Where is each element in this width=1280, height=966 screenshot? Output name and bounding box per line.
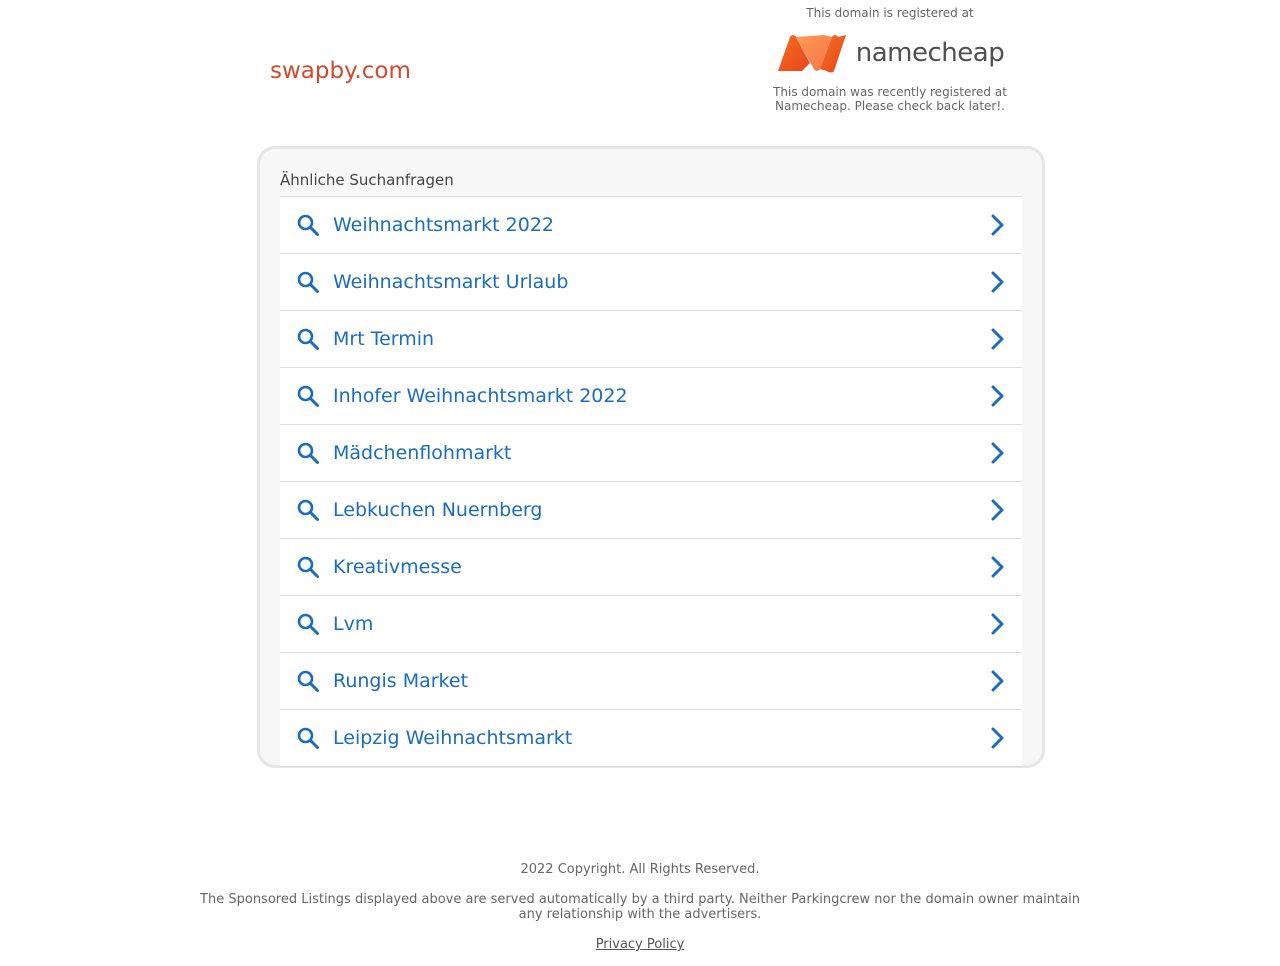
related-search-item-9[interactable] (280, 653, 1022, 710)
chevron-right-icon (990, 670, 1004, 692)
related-search-item-8[interactable] (280, 596, 1022, 653)
related-search-item-2[interactable] (280, 254, 1022, 311)
search-icon (296, 726, 320, 750)
related-search-label: Weihnachtsmarkt 2022 (333, 214, 555, 236)
chevron-right-icon (990, 385, 1004, 407)
chevron-right-icon (990, 613, 1004, 635)
related-search-item-10[interactable] (280, 710, 1022, 767)
registrar-panel (760, 0, 1020, 113)
chevron-right-icon (990, 556, 1004, 578)
search-icon (296, 612, 320, 636)
related-search-label: Mrt Termin (333, 328, 435, 350)
recently-registered-text: This domain was recently registered at Namecheap. Please check back later!. (773, 85, 1007, 113)
privacy-policy-link[interactable]: Privacy Policy (595, 937, 685, 952)
related-search-item-4[interactable] (280, 368, 1022, 425)
search-icon (296, 555, 320, 579)
search-icon (296, 213, 320, 237)
chevron-right-icon (990, 442, 1004, 464)
related-search-item-7[interactable] (280, 539, 1022, 596)
search-icon (296, 384, 320, 408)
chevron-right-icon (990, 727, 1004, 749)
related-search-label: Mädchenflohmarkt (333, 442, 512, 464)
related-search-label: Leipzig Weihnachtsmarkt (333, 727, 573, 749)
related-search-label: Inhofer Weihnachtsmarkt 2022 (333, 385, 628, 407)
namecheap-wordmark: namecheap (855, 38, 1005, 68)
related-searches-heading: Ähnliche Suchanfragen (280, 171, 454, 189)
footer (0, 862, 1280, 953)
search-icon (296, 327, 320, 351)
search-icon (296, 270, 320, 294)
related-search-item-3[interactable] (280, 311, 1022, 368)
domain-name[interactable]: swapby.com (270, 58, 411, 84)
related-search-item-5[interactable] (280, 425, 1022, 482)
chevron-right-icon (990, 328, 1004, 350)
related-search-label: Lvm (333, 613, 374, 635)
chevron-right-icon (990, 214, 1004, 236)
related-search-label: Kreativmesse (333, 556, 462, 578)
related-search-item-6[interactable] (280, 482, 1022, 539)
search-icon (296, 498, 320, 522)
disclaimer-text: The Sponsored Listings displayed above are served automatically by a third party. Neither Parkingcrew nor the domain owner maintain any relationship with the advertisers. (200, 892, 1080, 922)
registered-at-text: This domain is registered at (806, 6, 974, 20)
related-search-item-1[interactable] (280, 197, 1022, 254)
search-icon (296, 669, 320, 693)
related-search-label: Weihnachtsmarkt Urlaub (333, 271, 569, 293)
search-icon (296, 441, 320, 465)
related-search-label: Lebkuchen Nuernberg (333, 499, 543, 521)
namecheap-logo[interactable] (760, 32, 1020, 74)
chevron-right-icon (990, 499, 1004, 521)
copyright-text: 2022 Copyright. All Rights Reserved. (520, 862, 760, 877)
related-search-label: Rungis Market (333, 670, 469, 692)
chevron-right-icon (990, 271, 1004, 293)
related-searches-list (280, 196, 1022, 767)
related-searches-box (257, 146, 1045, 768)
namecheap-n-icon (776, 33, 848, 73)
